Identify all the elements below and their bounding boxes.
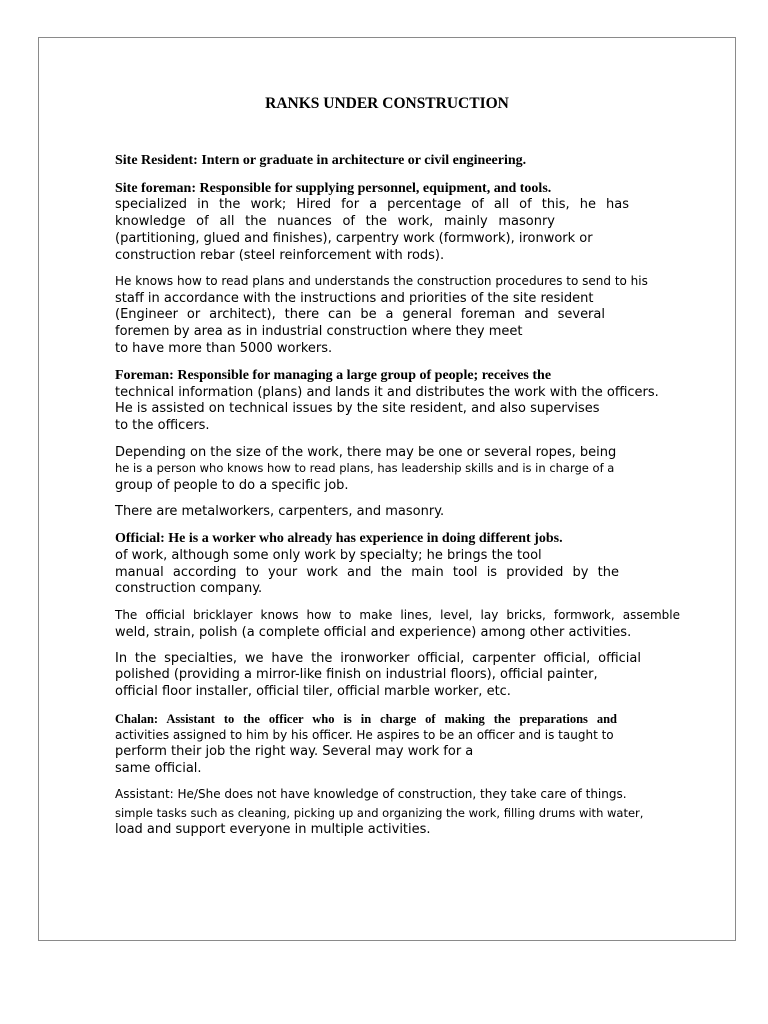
paragraph-line: official floor installer, official tiler, official marble worker, etc. (115, 684, 511, 699)
paragraph-line: The official bricklayer knows how to make lines, level, lay bricks, formwork, assemble (115, 608, 680, 622)
paragraph-line: (partitioning, glued and finishes), carpentry work (formwork), ironwork or (115, 231, 593, 246)
paragraph-line: technical information (plans) and lands it and distributes the work with the officers. (115, 385, 659, 400)
paragraph-line: to the officers. (115, 418, 210, 433)
paragraph-line: same official. (115, 761, 202, 776)
paragraph-line: knowledge of all the nuances of the work, mainly masonry (115, 214, 555, 229)
paragraph-line: manual according to your work and the main tool is provided by the (115, 565, 619, 580)
paragraph-line: Chalan: Assistant to the officer who is in charge of making the preparations and (115, 712, 617, 726)
paragraph-line: There are metalworkers, carpenters, and masonry. (115, 504, 445, 519)
document-title: RANKS UNDER CONSTRUCTION (265, 95, 509, 112)
paragraph-line: Foreman: Responsible for managing a large group of people; receives the (115, 368, 552, 383)
paragraph-line: Official: He is a worker who already has experience in doing different jobs. (115, 531, 563, 546)
paragraph-line: of work, although some only work by specialty; he brings the tool (115, 548, 542, 563)
paragraph-line: Site Resident: Intern or graduate in architecture or civil engineering. (115, 153, 527, 168)
paragraph-line: In the specialties, we have the ironworker official, carpenter official, official (115, 651, 641, 666)
paragraph-line: weld, strain, polish (a complete official and experience) among other activities. (115, 625, 632, 640)
paragraph-line: construction rebar (steel reinforcement with rods). (115, 248, 445, 263)
paragraph-line: perform their job the right way. Several may work for a (115, 744, 474, 759)
paragraph-line: staff in accordance with the instructions and priorities of the site resident (115, 291, 594, 306)
paragraph-line: He knows how to read plans and understands the construction procedures to send to his (115, 274, 648, 288)
paragraph-line: load and support everyone in multiple activities. (115, 822, 431, 837)
paragraph-line: group of people to do a specific job. (115, 478, 349, 493)
paragraph-line: polished (providing a mirror-like finish on industrial floors), official painter, (115, 667, 598, 682)
paragraph-line: Site foreman: Responsible for supplying personnel, equipment, and tools. (115, 181, 552, 196)
paragraph-line: construction company. (115, 581, 263, 596)
document-page (38, 37, 736, 941)
paragraph-line: Depending on the size of the work, there may be one or several ropes, being (115, 445, 617, 460)
paragraph-line: specialized in the work; Hired for a percentage of all of this, he has (115, 197, 629, 212)
paragraph-line: Assistant: He/She does not have knowledge of construction, they take care of things. (115, 787, 627, 801)
paragraph-line: (Engineer or architect), there can be a general foreman and several (115, 307, 605, 322)
paragraph-line: foremen by area as in industrial construction where they meet (115, 324, 523, 339)
paragraph-line: to have more than 5000 workers. (115, 341, 333, 356)
paragraph-line: He is assisted on technical issues by the site resident, and also supervises (115, 401, 600, 416)
paragraph-line: he is a person who knows how to read plans, has leadership skills and is in charge of a (115, 461, 615, 475)
paragraph-line: simple tasks such as cleaning, picking up and organizing the work, filling drums with water, (115, 806, 644, 820)
paragraph-line: activities assigned to him by his officer. He aspires to be an officer and is taught to (115, 728, 614, 742)
